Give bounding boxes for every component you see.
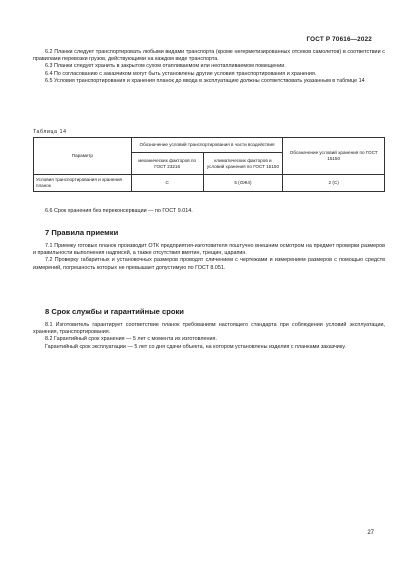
- storage-term: [33, 208, 385, 215]
- header-climate: климатических факторов и условий хранения по ГОСТ 15150: [203, 153, 283, 175]
- paragraph-6-6: 6.6 Срок хранения без переконсервации — по ГОСТ 9.014.: [45, 208, 193, 214]
- header-param: Параметр: [34, 138, 132, 175]
- page-number: 27: [367, 530, 374, 536]
- conditions-table: [33, 137, 385, 192]
- paragraph-6-3: 6.3 Планки следует хранить в закрытом сухом отапливаемом или неотапливаемом помещении.: [45, 63, 286, 70]
- paragraph-6-2: 6.2 Планки следует транспортировать любыми видами транспорта (кроме негерметизированных отсеков самолетов) в соответствии с правилами перевозки грузов, действующими на каждом виде транспорта.: [33, 49, 385, 63]
- section-7-body: [33, 243, 385, 272]
- table-title: Таблица 14: [33, 129, 67, 135]
- header-group: Обозначение условий транспортирования в части воздействия: [131, 138, 283, 153]
- paragraph-7-1: 7.1 Приемку готовых планок производит ОТК предприятия-изготовителя поштучно внешним осмотром на предмет проверки размеров и правильности выполнения надписей, а также отсутствия вмятин, трещин, царапин.: [33, 243, 385, 257]
- paragraph-8-2-cont: Гарантийный срок эксплуатации — 5 лет со дня сдачи объекта, на котором установлены изделия с планками заказчику.: [45, 343, 346, 350]
- cell-mech: С: [131, 175, 203, 192]
- section-8-body: [33, 322, 385, 351]
- paragraph-8-2: 8.2 Гарантийный срок хранения — 5 лет с момента их изготовления.: [45, 336, 217, 343]
- paragraph-6-4: 6.4 По согласованию с заказчиком могут быть установлены другие условия транспортирования и хранения.: [45, 70, 317, 77]
- paragraph-7-2: 7.2 Проверку габаритных и установочных размеров проводят сличением с чертежами и измерением размеров с помощью средств измерений, погрешность которых не превышает допустимую по ГОСТ 8.051.: [33, 257, 385, 271]
- cell-param: Условия транспортирования и хранения планок: [34, 175, 132, 192]
- cell-storage: 2 (С): [283, 175, 385, 192]
- paragraph-6-5: 6.5 Условия транспортирования и хранения планок до ввода в эксплуатацию должны соответствовать указанным в таблице 14: [45, 77, 365, 84]
- header-mech: механических факторов по ГОСТ 23216: [131, 153, 203, 175]
- table-row: [34, 175, 385, 192]
- document-header: ГОСТ Р 70616—2022: [306, 36, 372, 43]
- paragraph-8-1: 8.1 Изготовитель гарантирует соответствие планок требованиям настоящего стандарта при соблюдении условий эксплуатации, хранения, транспортирования.: [33, 322, 385, 336]
- transport-paragraphs: [33, 49, 385, 85]
- header-storage: Обозначение условий хранения по ГОСТ 15150: [283, 138, 385, 175]
- cell-climate: 5 (ОЖ4): [203, 175, 283, 192]
- section-7-title: 7 Правила приемки: [45, 228, 119, 237]
- section-8-title: 8 Срок службы и гарантийные сроки: [45, 307, 184, 316]
